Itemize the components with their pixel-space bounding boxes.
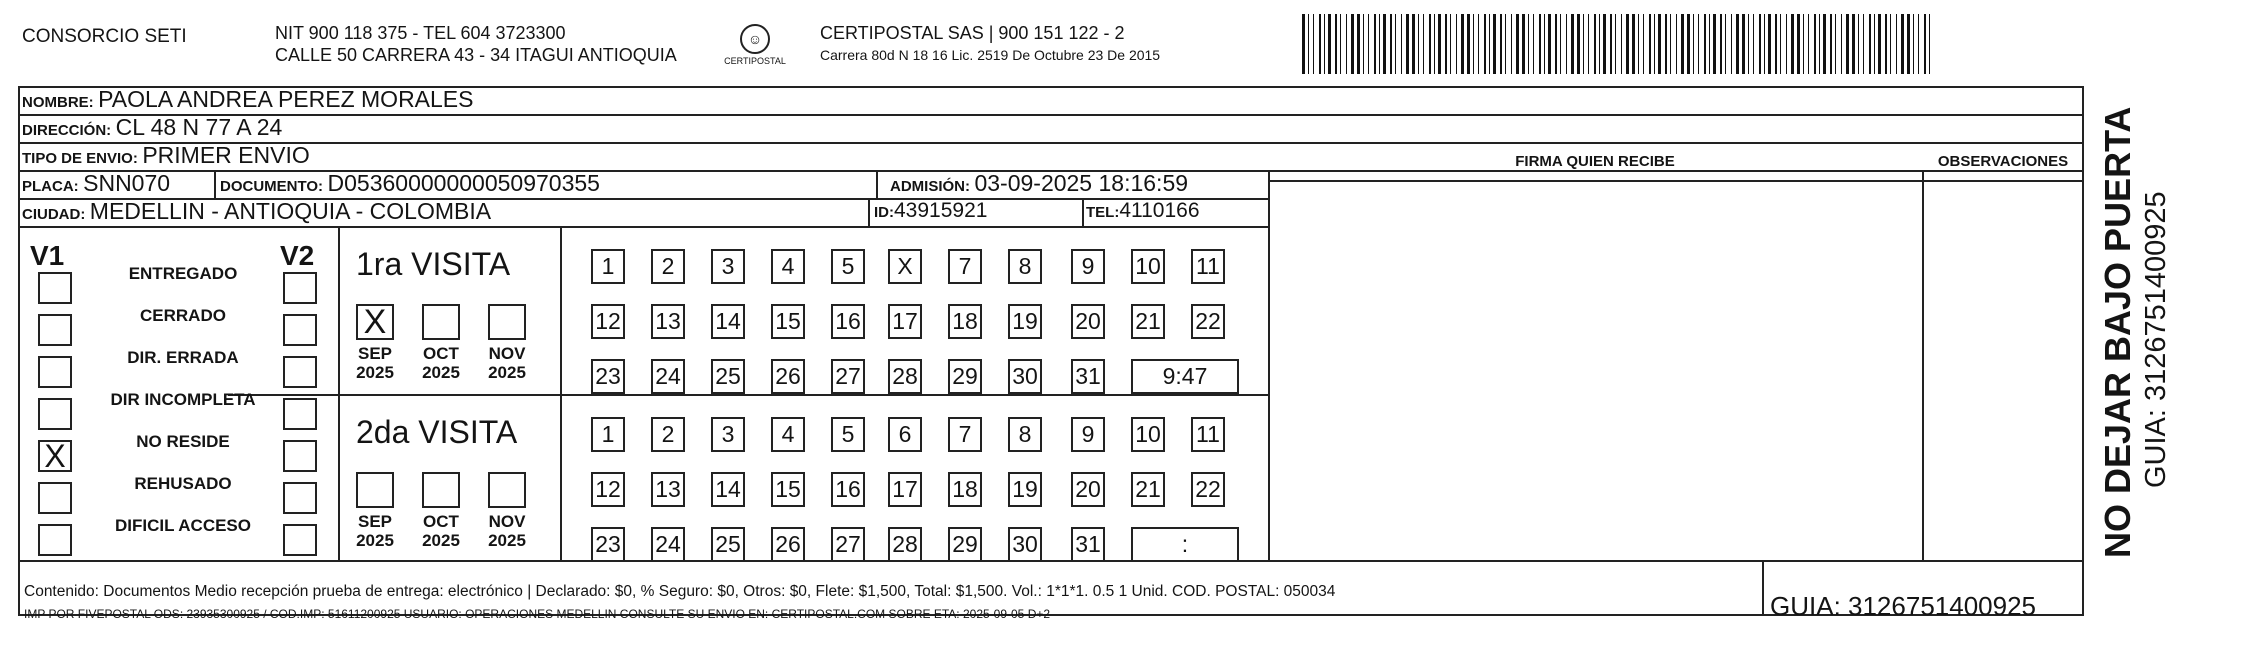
- observaciones-label: OBSERVACIONES: [1937, 153, 2069, 170]
- barcode-bar: [1610, 14, 1612, 74]
- month-checkbox[interactable]: X: [356, 304, 394, 340]
- barcode-bar: [1638, 14, 1639, 74]
- barcode-bar: [1383, 14, 1386, 74]
- barcode-bar: [1709, 14, 1710, 74]
- month-checkbox[interactable]: [356, 472, 394, 508]
- barcode-bar: [1346, 14, 1347, 74]
- barcode-bar: [1395, 14, 1396, 74]
- nombre-value: PAOLA ANDREA PEREZ MORALES: [98, 86, 474, 112]
- certipostal-logo: [720, 24, 790, 68]
- barcode-bar: [1753, 14, 1754, 74]
- month-name: NOV: [488, 344, 526, 363]
- logo-mark-icon: ☺: [740, 24, 770, 54]
- day-box[interactable]: 31: [1071, 527, 1105, 562]
- direccion-value: CL 48 N 77 A 24: [115, 114, 283, 140]
- day-box[interactable]: 29: [948, 359, 982, 394]
- contenido-text: Contenido: Documentos Medio recepción prueba de entrega: electrónico | Declarado: $0, % Seguro: $0, Otros: $0, Flete: $1,500, Total: $1,500. Vol.: 1*1*1. 0.5 1 Unid. COD. POSTAL: 050034: [24, 583, 1336, 600]
- status-v2-checkbox[interactable]: [283, 314, 317, 346]
- barcode-bar: [1328, 14, 1331, 74]
- ciudad-value: MEDELLIN - ANTIOQUIA - COLOMBIA: [89, 198, 492, 224]
- barcode-bar: [1665, 14, 1667, 74]
- barcode-bar: [1841, 14, 1842, 74]
- nit-line: NIT 900 118 375 - TEL 604 3723300: [275, 23, 566, 43]
- barcode-bar: [1473, 14, 1474, 74]
- day-box[interactable]: 28: [888, 359, 922, 394]
- tipo-envio-field: TIPO DE ENVIO: PRIMER ENVIO: [22, 142, 310, 168]
- barcode-bar: [1835, 14, 1836, 74]
- day-box[interactable]: 7: [948, 249, 982, 284]
- month-label: [345, 344, 405, 382]
- barcode-bar: [1736, 14, 1739, 74]
- barcode-bar: [1693, 14, 1694, 74]
- day-box[interactable]: 26: [771, 527, 805, 562]
- barcode-bar: [1791, 14, 1794, 74]
- barcode-bar: [1890, 14, 1891, 74]
- barcode-bar: [1484, 14, 1486, 74]
- barcode-bar: [1511, 14, 1512, 74]
- tel-field: TEL:4110166: [1086, 199, 1200, 222]
- day-box[interactable]: 9: [1071, 417, 1105, 452]
- day-box[interactable]: 21: [1131, 472, 1165, 507]
- day-box[interactable]: 30: [1008, 527, 1042, 562]
- day-box[interactable]: 16: [831, 472, 865, 507]
- day-box[interactable]: 13: [651, 304, 685, 339]
- status-label: DIR. ERRADA: [127, 348, 239, 367]
- barcode-bar: [1401, 14, 1402, 74]
- barcode-bar: [1918, 14, 1919, 74]
- barcode-bar: [1720, 14, 1722, 74]
- day-box[interactable]: X: [888, 249, 922, 284]
- status-label: CERRADO: [140, 306, 226, 325]
- status-label: DIR INCOMPLETA: [110, 390, 256, 409]
- barcode-bar: [1786, 14, 1787, 74]
- barcode-bar: [1742, 14, 1745, 74]
- month-year: 2025: [488, 531, 526, 550]
- barcode-bar: [1588, 14, 1589, 74]
- barcode-bar: [1874, 14, 1875, 74]
- day-box[interactable]: 5: [831, 417, 865, 452]
- month-name: OCT: [423, 512, 459, 531]
- month-name: OCT: [423, 344, 459, 363]
- day-box[interactable]: 23: [591, 359, 625, 394]
- barcode-bar: [1577, 14, 1580, 74]
- barcode-bar: [1929, 14, 1930, 74]
- day-box[interactable]: 15: [771, 304, 805, 339]
- barcode-bar: [1351, 14, 1354, 74]
- barcode-bar: [1768, 14, 1771, 74]
- status-v2-checkbox[interactable]: [283, 356, 317, 388]
- barcode-bar: [1489, 14, 1490, 74]
- company-name: CONSORCIO SETI: [22, 26, 187, 47]
- day-box[interactable]: 8: [1008, 249, 1042, 284]
- barcode-bar: [1566, 14, 1567, 74]
- status-v2-checkbox[interactable]: [283, 524, 317, 556]
- day-box[interactable]: 12: [591, 472, 625, 507]
- barcode-bar: [1649, 14, 1651, 74]
- day-box[interactable]: 10: [1131, 417, 1165, 452]
- barcode-bar: [1548, 14, 1551, 74]
- status-v1-checkbox[interactable]: X: [38, 440, 72, 472]
- month-checkbox[interactable]: [422, 472, 460, 508]
- logo-text: CERTIPOSTAL: [724, 56, 786, 66]
- status-v1-checkbox[interactable]: [38, 272, 72, 304]
- barcode-bar: [1670, 14, 1671, 74]
- day-box[interactable]: 26: [771, 359, 805, 394]
- status-label: REHUSADO: [134, 474, 232, 493]
- status-label: NO RESIDE: [136, 432, 230, 451]
- footer-guia: GUIA: 3126751400925: [1770, 591, 2036, 621]
- status-v1-checkbox[interactable]: [38, 314, 72, 346]
- barcode-bar: [1775, 14, 1777, 74]
- barcode-bar: [1797, 14, 1800, 74]
- barcode-bar: [1429, 14, 1431, 74]
- day-box[interactable]: 3: [711, 417, 745, 452]
- barcode-bar: [1603, 14, 1606, 74]
- barcode-bar: [1878, 14, 1881, 74]
- visit-title: 1ra VISITA: [356, 246, 511, 282]
- barcode-bar: [1461, 14, 1464, 74]
- barcode-bar: [1522, 14, 1525, 74]
- day-box[interactable]: 31: [1071, 359, 1105, 394]
- nombre-field: NOMBRE: PAOLA ANDREA PEREZ MORALES: [22, 86, 474, 112]
- ciudad-field: CIUDAD: MEDELLIN - ANTIOQUIA - COLOMBIA: [22, 198, 492, 224]
- day-box[interactable]: 28: [888, 527, 922, 562]
- barcode-bar: [1357, 14, 1360, 74]
- barcode-bar: [1493, 14, 1496, 74]
- barcode-bar: [1528, 14, 1529, 74]
- barcode-bar: [1924, 14, 1926, 74]
- month-year: 2025: [356, 363, 394, 382]
- barcode-bar: [1885, 14, 1887, 74]
- barcode-bar: [1418, 14, 1419, 74]
- day-box[interactable]: 8: [1008, 417, 1042, 452]
- barcode-bar: [1379, 14, 1380, 74]
- barcode-bar: [1858, 14, 1859, 74]
- day-box[interactable]: 2: [651, 249, 685, 284]
- barcode-bar: [1731, 14, 1732, 74]
- month-year: 2025: [422, 363, 460, 382]
- barcode-bar: [1434, 14, 1435, 74]
- tel-value: 4110166: [1119, 199, 1200, 222]
- documento-field: DOCUMENTO: D05360000000050970355: [220, 170, 600, 196]
- day-box[interactable]: 17: [888, 472, 922, 507]
- day-box[interactable]: 4: [771, 417, 805, 452]
- placa-value: SNN070: [83, 170, 171, 196]
- barcode-bar: [1748, 14, 1749, 74]
- day-box[interactable]: 24: [651, 527, 685, 562]
- day-box[interactable]: 4: [771, 249, 805, 284]
- barcode-bar: [1725, 14, 1726, 74]
- day-box[interactable]: 21: [1131, 304, 1165, 339]
- month-year: 2025: [488, 363, 526, 382]
- barcode-bar: [1450, 14, 1451, 74]
- admision-value: 03-09-2025 18:16:59: [974, 170, 1189, 196]
- day-box[interactable]: 17: [888, 304, 922, 339]
- barcode-bar: [1412, 14, 1415, 74]
- day-box[interactable]: 10: [1131, 249, 1165, 284]
- day-box[interactable]: 25: [711, 527, 745, 562]
- barcode-bar: [1846, 14, 1849, 74]
- barcode-bar: [1456, 14, 1457, 74]
- side-guia: GUIA: 3126751400925: [2140, 191, 2172, 488]
- barcode-bar: [1713, 14, 1716, 74]
- barcode-bar: [1308, 14, 1309, 74]
- barcode-bar: [1615, 14, 1616, 74]
- status-v1-checkbox[interactable]: [38, 356, 72, 388]
- barcode-bar: [1676, 14, 1677, 74]
- status-v2-checkbox[interactable]: [283, 398, 317, 430]
- month-checkbox[interactable]: [488, 472, 526, 508]
- day-box[interactable]: 19: [1008, 472, 1042, 507]
- day-box[interactable]: 18: [948, 304, 982, 339]
- status-label: ENTREGADO: [128, 264, 238, 283]
- barcode-bar: [1808, 14, 1809, 74]
- barcode-bar: [1698, 14, 1699, 74]
- month-label: [345, 512, 405, 550]
- day-box[interactable]: 25: [711, 359, 745, 394]
- barcode-bar: [1830, 14, 1832, 74]
- tipo-envio-value: PRIMER ENVIO: [142, 142, 310, 168]
- day-box[interactable]: 1: [591, 249, 625, 284]
- documento-value: D05360000000050970355: [327, 170, 600, 196]
- day-box[interactable]: 14: [711, 472, 745, 507]
- v1-label: V1: [30, 240, 65, 271]
- barcode-bar: [1516, 14, 1519, 74]
- month-name: SEP: [357, 344, 393, 363]
- barcode-bar: [1594, 14, 1596, 74]
- barcode-bar: [1374, 14, 1376, 74]
- barcode-bar: [1852, 14, 1855, 74]
- day-box[interactable]: 6: [888, 417, 922, 452]
- barcode-bar: [1467, 14, 1470, 74]
- barcode-bar: [1780, 14, 1781, 74]
- day-box[interactable]: 27: [831, 527, 865, 562]
- barcode-bar: [1406, 14, 1409, 74]
- day-box[interactable]: 13: [651, 472, 685, 507]
- barcode-bar: [1324, 14, 1325, 74]
- status-v1-checkbox[interactable]: [38, 524, 72, 556]
- month-year: 2025: [422, 531, 460, 550]
- imp-text: IMP POR FIVEPOSTAL ODS: 23935300925 / COD.IMP: 51611200925 USUARIO: OPERACIONES MEDELLIN CONSULTE SU ENVIO EN: CERTIPOSTAL.COM SOBRE ETA: 2025-09-05 D+2: [24, 607, 1051, 621]
- status-v1-checkbox[interactable]: [38, 398, 72, 430]
- barcode-bar: [1626, 14, 1629, 74]
- barcode-bar: [1819, 14, 1820, 74]
- month-label: [411, 512, 471, 550]
- barcode-bar: [1335, 14, 1337, 74]
- barcode-bar: [1803, 14, 1804, 74]
- direccion-field: DIRECCIÓN: CL 48 N 77 A 24: [22, 114, 283, 140]
- barcode-bar: [1632, 14, 1635, 74]
- barcode-bar: [1643, 14, 1644, 74]
- barcode-bar: [1340, 14, 1341, 74]
- day-box[interactable]: 29: [948, 527, 982, 562]
- admision-field: ADMISIÓN: 03-09-2025 18:16:59: [890, 170, 1189, 196]
- observaciones-area[interactable]: [1922, 178, 2082, 570]
- barcode-bar: [1621, 14, 1622, 74]
- barcode-bar: [1583, 14, 1584, 74]
- barcode-bar: [1759, 14, 1761, 74]
- barcode-bar: [1390, 14, 1392, 74]
- barcode-bar: [1901, 14, 1904, 74]
- barcode-bar: [1500, 14, 1502, 74]
- barcode-bar: [1505, 14, 1506, 74]
- month-year: 2025: [356, 531, 394, 550]
- day-box[interactable]: 14: [711, 304, 745, 339]
- month-label: [477, 512, 537, 550]
- day-box[interactable]: 3: [711, 249, 745, 284]
- barcode-bar: [1423, 14, 1424, 74]
- status-v2-checkbox[interactable]: [283, 482, 317, 514]
- barcode-bar: [1869, 14, 1871, 74]
- address-line: CALLE 50 CARRERA 43 - 34 ITAGUI ANTIOQUIA: [275, 45, 677, 65]
- day-box[interactable]: 19: [1008, 304, 1042, 339]
- day-box[interactable]: 22: [1191, 472, 1225, 507]
- barcode: [1302, 14, 1937, 74]
- firma-area[interactable]: [1268, 178, 1920, 570]
- day-box[interactable]: 24: [651, 359, 685, 394]
- barcode-bar: [1764, 14, 1765, 74]
- barcode-bar: [1863, 14, 1864, 74]
- barcode-bar: [1555, 14, 1557, 74]
- day-box[interactable]: 2: [651, 417, 685, 452]
- barcode-bar: [1478, 14, 1479, 74]
- visit-time-box[interactable]: 9:47: [1131, 359, 1239, 394]
- license-line: Carrera 80d N 18 16 Lic. 2519 De Octubre 23 De 2015: [820, 47, 1161, 63]
- day-box[interactable]: 22: [1191, 304, 1225, 339]
- day-box[interactable]: 11: [1191, 249, 1225, 284]
- barcode-bar: [1599, 14, 1600, 74]
- status-v2-checkbox[interactable]: [283, 272, 317, 304]
- barcode-bar: [1687, 14, 1690, 74]
- day-box[interactable]: 16: [831, 304, 865, 339]
- barcode-bar: [1368, 14, 1369, 74]
- day-box[interactable]: 23: [591, 527, 625, 562]
- barcode-bar: [1313, 14, 1314, 74]
- month-checkbox[interactable]: [488, 304, 526, 340]
- day-box[interactable]: 7: [948, 417, 982, 452]
- company-contact: [275, 22, 677, 66]
- barcode-bar: [1823, 14, 1826, 74]
- month-name: SEP: [357, 512, 393, 531]
- day-box[interactable]: 1: [591, 417, 625, 452]
- status-v2-checkbox[interactable]: [283, 440, 317, 472]
- barcode-bar: [1363, 14, 1364, 74]
- day-box[interactable]: 20: [1071, 304, 1105, 339]
- status-v1-checkbox[interactable]: [38, 482, 72, 514]
- day-box[interactable]: 20: [1071, 472, 1105, 507]
- barcode-bar: [1319, 14, 1321, 74]
- visit-title: 2da VISITA: [356, 414, 518, 450]
- barcode-bar: [1438, 14, 1441, 74]
- day-box[interactable]: 30: [1008, 359, 1042, 394]
- barcode-bar: [1896, 14, 1897, 74]
- day-box[interactable]: 15: [771, 472, 805, 507]
- id-field: ID:43915921: [874, 199, 988, 222]
- certipostal-line: CERTIPOSTAL SAS | 900 151 122 - 2: [820, 23, 1125, 43]
- certipostal-info: [820, 22, 1160, 66]
- month-label: [411, 344, 471, 382]
- id-value: 43915921: [894, 199, 988, 222]
- day-box[interactable]: 18: [948, 472, 982, 507]
- day-box[interactable]: 5: [831, 249, 865, 284]
- barcode-bar: [1654, 14, 1655, 74]
- barcode-bar: [1658, 14, 1661, 74]
- barcode-bar: [1704, 14, 1706, 74]
- barcode-bar: [1533, 14, 1534, 74]
- barcode-bar: [1544, 14, 1545, 74]
- side-warning: NO DEJAR BAJO PUERTA: [2097, 106, 2138, 558]
- placa-field: PLACA: SNN070: [22, 170, 171, 196]
- month-name: NOV: [488, 512, 526, 531]
- barcode-bar: [1913, 14, 1914, 74]
- v2-label: V2: [280, 240, 315, 271]
- month-label: [477, 344, 537, 382]
- barcode-bar: [1907, 14, 1910, 74]
- day-box[interactable]: 27: [831, 359, 865, 394]
- firma-label: FIRMA QUIEN RECIBE: [1515, 153, 1675, 170]
- barcode-bar: [1539, 14, 1541, 74]
- day-box[interactable]: 12: [591, 304, 625, 339]
- month-checkbox[interactable]: [422, 304, 460, 340]
- barcode-bar: [1681, 14, 1684, 74]
- day-box[interactable]: 11: [1191, 417, 1225, 452]
- status-label: DIFICIL ACCESO: [114, 516, 251, 535]
- barcode-bar: [1560, 14, 1561, 74]
- barcode-bar: [1571, 14, 1574, 74]
- visit-time-box[interactable]: :: [1131, 527, 1239, 562]
- barcode-bar: [1445, 14, 1447, 74]
- day-box[interactable]: 9: [1071, 249, 1105, 284]
- barcode-bar: [1814, 14, 1816, 74]
- barcode-bar: [1302, 14, 1305, 74]
